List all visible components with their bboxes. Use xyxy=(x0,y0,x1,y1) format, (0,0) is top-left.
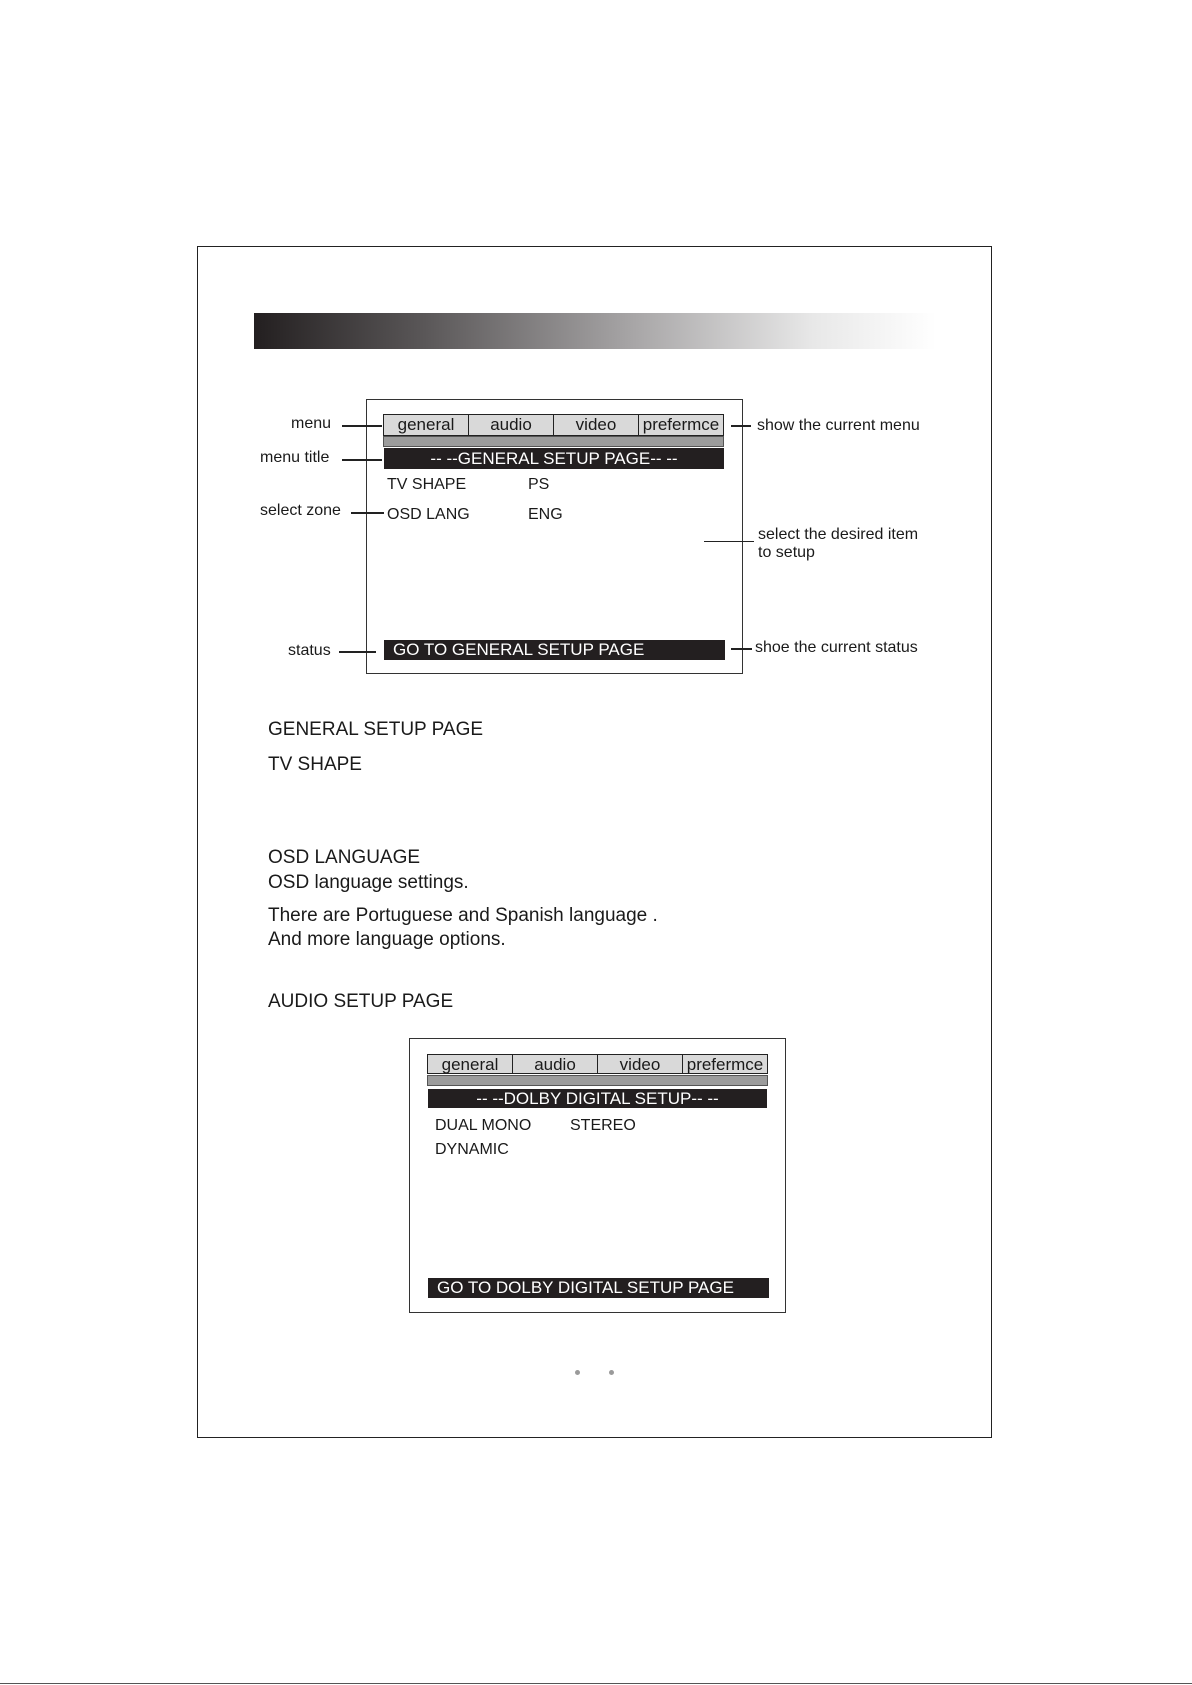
tab-audio-2[interactable]: audio xyxy=(513,1055,598,1073)
tab-general[interactable]: general xyxy=(384,415,469,435)
callout-status: status xyxy=(288,642,331,659)
callout-select-item-2: to setup xyxy=(758,544,815,561)
status-bar-2: GO TO DOLBY DIGITAL SETUP PAGE xyxy=(428,1278,769,1298)
languages-text-1: There are Portuguese and Spanish language . xyxy=(268,905,658,926)
callout-menu-title: menu title xyxy=(260,449,330,466)
page-dot-2 xyxy=(609,1370,614,1375)
bottom-trim-line xyxy=(0,1683,1192,1684)
item-name-osd-lang[interactable]: OSD LANG xyxy=(387,506,470,523)
menu-divider-bar-2 xyxy=(427,1075,768,1086)
item-name-dual-mono[interactable]: DUAL MONO xyxy=(435,1117,532,1134)
tab-audio[interactable]: audio xyxy=(469,415,554,435)
callout-select-item-1: select the desired item xyxy=(758,526,919,543)
menu-tabs-2 xyxy=(427,1054,768,1074)
tab-video-2[interactable]: video xyxy=(598,1055,683,1073)
languages-text-2: And more language options. xyxy=(268,929,506,950)
menu-tabs xyxy=(383,414,724,436)
item-value-osd-lang: ENG xyxy=(528,506,563,523)
item-value-dual-mono: STEREO xyxy=(570,1117,636,1134)
callout-show-menu-line xyxy=(731,425,751,427)
callout-menu: menu xyxy=(291,415,332,432)
general-setup-heading: GENERAL SETUP PAGE xyxy=(268,719,484,740)
menu-title-bar-2: -- --DOLBY DIGITAL SETUP-- -- xyxy=(428,1089,767,1108)
item-name-dynamic[interactable]: DYNAMIC xyxy=(435,1141,509,1158)
audio-setup-heading: AUDIO SETUP PAGE xyxy=(268,991,454,1012)
menu-title-bar: -- --GENERAL SETUP PAGE-- -- xyxy=(384,448,724,469)
osd-language-heading: OSD LANGUAGE xyxy=(268,847,421,868)
item-name-tv-shape[interactable]: TV SHAPE xyxy=(387,476,467,493)
callout-menu-title-line xyxy=(342,459,382,461)
callout-show-status: shoe the current status xyxy=(755,639,918,656)
tab-preference-2[interactable]: prefermce xyxy=(686,1055,764,1074)
menu-divider-bar xyxy=(383,436,724,447)
header-gradient-bar xyxy=(254,313,936,349)
callout-menu-line xyxy=(342,425,382,427)
page-dot-1 xyxy=(575,1370,580,1375)
status-bar: GO TO GENERAL SETUP PAGE xyxy=(384,640,725,660)
osd-settings-text: OSD language settings. xyxy=(268,872,469,893)
tab-general-2[interactable]: general xyxy=(428,1055,513,1073)
item-value-tv-shape: PS xyxy=(528,476,550,493)
callout-show-menu: show the current menu xyxy=(757,417,920,434)
tab-preference[interactable]: prefermce xyxy=(642,415,720,434)
tv-shape-heading: TV SHAPE xyxy=(268,754,362,775)
tab-video[interactable]: video xyxy=(554,415,639,435)
callout-select-zone: select zone xyxy=(260,502,341,519)
callout-status-line xyxy=(339,651,376,653)
callout-select-zone-line xyxy=(351,512,384,514)
callout-select-item-line xyxy=(704,541,754,542)
callout-show-status-line xyxy=(731,648,752,650)
